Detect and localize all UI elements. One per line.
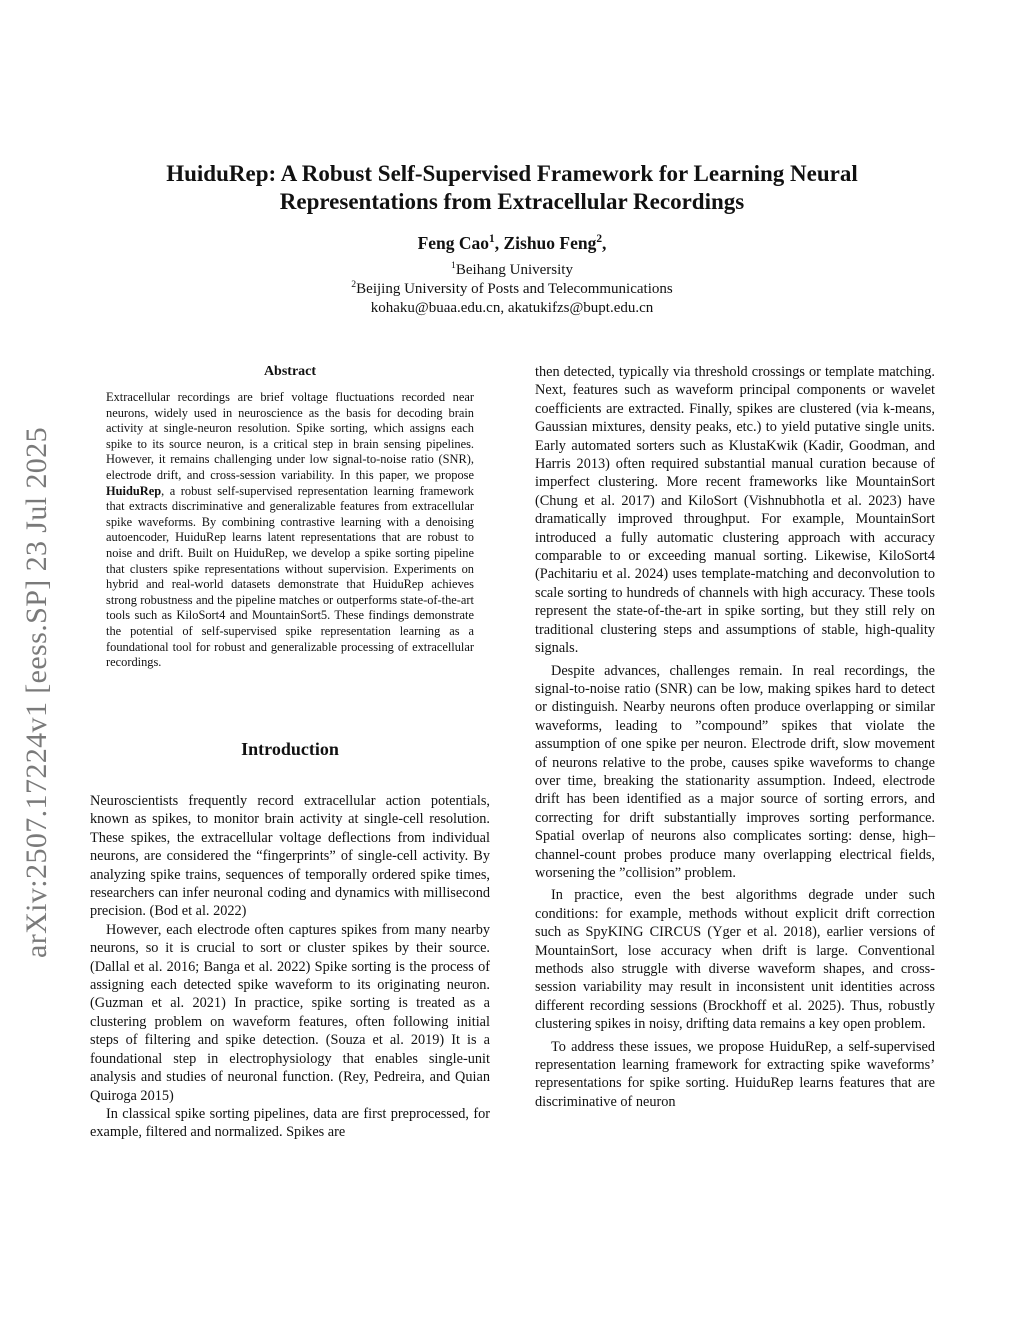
author-list-end: , (602, 233, 607, 253)
introduction-heading: Introduction (241, 739, 339, 759)
affiliation-line (90, 261, 934, 280)
body-paragraph: However, each electrode often captures spikes from many nearby neurons, so it is crucial to sort or cluster spikes by their source. (Dallal et al. 2016; Banga et al. 2022) Spike sorting is the process of assigning each detected spike waveform to its originating neuron. (Guzman et al. 2021) In practice, spike sorting is treated as a clustering problem on waveform features, often following initial steps of filtering and spike detection. (Souza et al. 2019) It is a foundational step in electrophysiology that enables single-unit analysis and studies of neuronal function. (Rey, Pedreira, and Quian Quiroga 2015) (90, 921, 490, 1104)
abstract-bold-term: HuiduRep (106, 483, 162, 498)
author-emails: kohaku@buaa.edu.cn, akatukifzs@bupt.edu.cn (370, 300, 654, 316)
affiliation-line (90, 280, 934, 299)
body-paragraph: To address these issues, we propose HuiduRep, a self-supervised representation learning framework for extracting spike waveforms’ representations for spike sorting. HuiduRep learns features that are discriminative of neuron (535, 1038, 935, 1110)
author-affiliation-mark: 2 (596, 233, 603, 246)
body-paragraph: then detected, typically via threshold crossings or template matching. Next, features such as waveform principal components or wavelet coefficients are extracted. Finally, spikes are clustered (via k-means, Gaussian mixtures, density peaks, etc.) to yield putative single units. Early automated sorters such as KlustaKwik (Kadir, Goodman, and Harris 2013) often required substantial manual curation because of imperfect clustering. More recent frameworks like MountainSort (Chung et al. 2017) and KiloSort (Vishnubhotla et al. 2023) have dramatically improved throughput. For example, MountainSort introduced a fully automatic clustering approach with accuracy comparable to or exceeding manual sorting. Likewise, KiloSort4 (Pachitariu et al. 2024) uses template-matching and deconvolution to scale sorting to hundreds of channels with high accuracy. These tools represent the state-of-the-art in spike sorting, but they still rely on traditional clustering steps and assumptions of stable, high-quality signals. (535, 364, 935, 657)
affiliation-mark: 1 (451, 260, 456, 271)
body-paragraph: In practice, even the best algorithms degrade under such conditions: for example, methods without explicit drift correction such as SpyKING CIRCUS (Yger et al. 2018), earlier versions of MountainSort, lose accuracy when drift is large. Conventional methods also struggle with diverse waveform shapes, and cross-session variability may result in inconsistent unit identities across different recording sessions (Brockhoff et al. 2025). Thus, robustly clustering spikes in noisy, drifting data remains a key open problem. (535, 887, 935, 1033)
abstract-text (106, 390, 474, 671)
arxiv-identifier-stamp: arXiv:2507.17224v1 [eess.SP] 23 Jul 2025 (20, 427, 53, 958)
abstract-text-part: Extracellular recordings are brief voltage fluctuations recorded near neurons, widely used in neuroscience as the basis for decoding brain activity at single-neuron resolution. Spike sorting, which assigns each spike to its source neuron, is a critical step in brain sensing pipelines. However, it remains challenging under low signal-to-noise ratio (SNR), electrode drift, and cross-session variability. In this paper, we propose (106, 390, 474, 482)
affiliation-name: Beihang University (455, 262, 573, 278)
body-paragraph: In classical spike sorting pipelines, data are first preprocessed, for example, filtered and normalized. Spikes are (90, 1105, 490, 1141)
paper-title-line-2: Representations from Extracellular Recordings (279, 189, 745, 214)
affiliation-mark: 2 (351, 279, 357, 290)
right-column-body (535, 363, 935, 1111)
abstract-text-part: , a robust self-supervised representation learning framework that extracts discriminative and generalizable features from extracellular spike waveforms. By combining contrastive learning with a denoising autoencoder, HuiduRep learns latent representations that are robust to noise and drift. Built on HuiduRep, we develop a spike sorting pipeline that clusters spike representations without supervision. Experiments on hybrid and real-world datasets demonstrate that HuiduRep achieves strong robustness and the pipeline matches or outperforms state-of-the-art tools such as KiloSort4 and MountainSort5. These findings demonstrate the potential of self-supervised spike representation learning as a foundational tool for robust and generalizable processing of extracellular recordings. (106, 483, 474, 670)
paper-title (90, 160, 934, 216)
paper-title-line-1: HuiduRep: A Robust Self-Supervised Framework for Learning Neural (166, 161, 858, 186)
author-separator: , (494, 233, 504, 253)
author-affiliation-mark: 1 (489, 233, 495, 246)
body-paragraph: Neuroscientists frequently record extracellular action potentials, known as spikes, to monitor brain activity at single-cell resolution. These spikes, the extracellular voltage deflections from individual neurons, are considered the “fingerprints” of single-cell activity. By analyzing spike trains, sequences of temporally ordered spike times, researchers can infer neuronal coding and dynamics with millisecond precision. (Bod et al. 2022) (90, 793, 490, 920)
left-column-body (90, 792, 490, 1142)
abstract-heading: Abstract (263, 364, 317, 379)
author-list (90, 233, 934, 254)
author-name: Feng Cao (417, 233, 490, 253)
body-paragraph: Despite advances, challenges remain. In real recordings, the signal-to-noise ratio (SNR) can be low, making spikes hard to detect or distinguish. Nearby neurons often produce overlapping or similar waveforms, leading to ”compound” spikes that violate the assumption of one spike per neuron. Electrode drift, slow movement of neurons relative to the probe, causes spike waveforms to change over time, breaking the stationarity assumption. Indeed, electrode drift has been identified as a major source of sorting errors, and correcting for drift substantially improves sorting performance. Spatial overlap of neurons also complicates sorting: dense, high–channel-count probes produce many overlapping electrical fields, worsening the ”collision” problem. (535, 662, 935, 881)
affiliations (90, 261, 934, 318)
affiliation-name: Beijing University of Posts and Telecommunications (356, 281, 673, 297)
author-name: Zishuo Feng (503, 233, 597, 253)
